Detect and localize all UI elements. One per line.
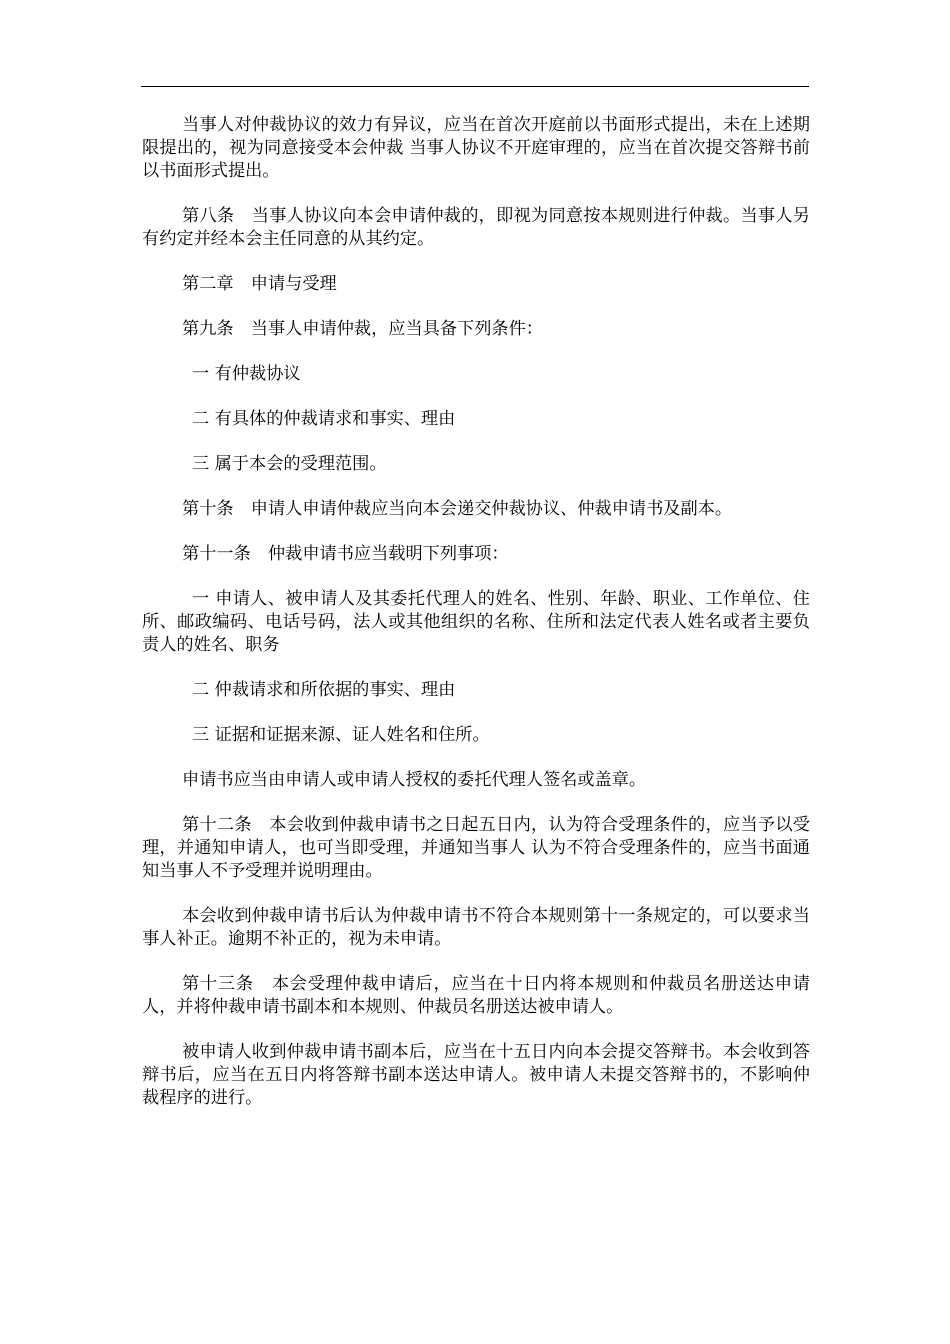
paragraph-article-13: 第十三条 本会受理仲裁申请后，应当在十日内将本规则和仲裁员名册送达申请人，并将仲裁申请书副本和本规则、仲裁员名册送达被申请人。 (142, 974, 810, 1017)
paragraph-objection-validity: 当事人对仲裁协议的效力有异议，应当在首次开庭前以书面形式提出，未在上述期限提出的，视为同意接受本会仲裁 当事人协议不开庭审理的，应当在首次提交答辩书前以书面形式提出。 (142, 115, 810, 181)
paragraph-article-11: 第十一条 仲裁申请书应当载明下列事项： (182, 544, 509, 564)
paragraph-correction: 本会收到仲裁申请书后认为仲裁申请书不符合本规则第十一条规定的，可以要求当事人补正。逾期不补正的，视为未申请。 (142, 906, 810, 949)
chapter-heading: 第二章 申请与受理 (182, 274, 337, 294)
paragraph-signature-requirement: 申请书应当由申请人或申请人授权的委托代理人签名或盖章。 (182, 770, 647, 790)
list-item: 二 仲裁请求和所依据的事实、理由 (192, 680, 456, 700)
paragraph-article-10: 第十条 申请人申请仲裁应当向本会递交仲裁协议、仲裁申请书及副本。 (182, 499, 733, 519)
list-item: 三 属于本会的受理范围。 (192, 454, 387, 474)
document-body (142, 114, 810, 1132)
paragraph-article-12: 第十二条 本会收到仲裁申请书之日起五日内，认为符合受理条件的，应当予以受理，并通知申请人，也可当即受理，并通知当事人 认为不符合受理条件的，应当书面通知当事人不予受理并说明理由。 (142, 815, 810, 881)
list-item: 一 有仲裁协议 (192, 364, 301, 384)
list-item: 二 有具体的仲裁请求和事实、理由 (192, 409, 456, 429)
paragraph-article-8: 第八条 当事人协议向本会申请仲裁的，即视为同意按本规则进行仲裁。当事人另有约定并经本会主任同意的从其约定。 (142, 206, 810, 249)
list-item: 一 申请人、被申请人及其委托代理人的姓名、性别、年龄、职业、工作单位、住所、邮政编码、电话号码，法人或其他组织的名称、住所和法定代表人姓名或者主要负责人的姓名、职务 (142, 589, 810, 655)
header-rule (141, 86, 809, 87)
list-item: 三 证据和证据来源、证人姓名和住所。 (192, 725, 490, 745)
paragraph-article-9: 第九条 当事人申请仲裁，应当具备下列条件： (182, 319, 543, 339)
paragraph-defense-submission: 被申请人收到仲裁申请书副本后，应当在十五日内向本会提交答辩书。本会收到答辩书后，应当在五日内将答辩书副本送达申请人。被申请人未提交答辩书的，不影响仲裁程序的进行。 (142, 1042, 810, 1108)
